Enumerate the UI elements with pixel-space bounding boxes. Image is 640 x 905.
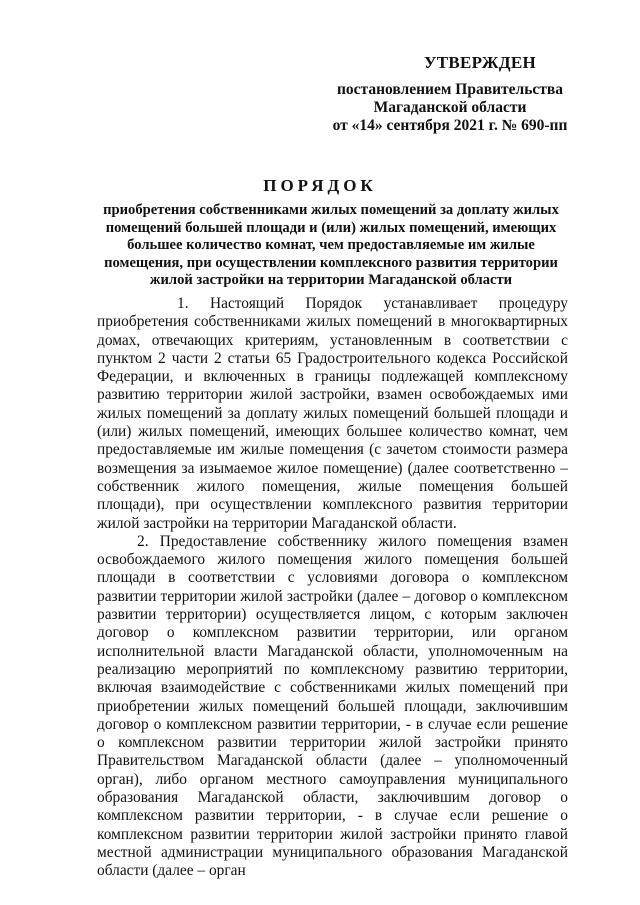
document-body bbox=[97, 295, 568, 881]
document-subtitle: приобретения собственниками жилых помещений за доплату жилых помещений большей площади и (или) жилых помещений, имеющих большее количество комнат, чем предоставляемые им жилые помещения, при осуществлении комплексного развития территории жилой застройки на территории Магаданской области bbox=[103, 202, 559, 288]
approval-line-3: от «14» сентября 2021 г. № 690-пп bbox=[332, 117, 568, 134]
document-title: ПОРЯДОК bbox=[263, 176, 377, 195]
approval-line-2: Магаданской области bbox=[373, 99, 527, 116]
paragraph-1 bbox=[97, 295, 568, 533]
approval-title: УТВЕРЖДЕН bbox=[423, 53, 537, 72]
paragraph-2 bbox=[97, 533, 568, 881]
paragraph-number: 2. bbox=[137, 532, 149, 550]
approval-block bbox=[300, 54, 600, 135]
approval-line-1: постановлением Правительства bbox=[336, 81, 564, 98]
paragraph-number: 1. bbox=[177, 295, 189, 312]
paragraph-text: Настоящий Порядок устанавливает процедуру приобретения собственниками жилых помещений в многоквартирных домах, отвечающих критериям, установленным в соответствии с пунктом 2 части 2 статьи 65 Градостроительного кодекса Российской Федерации, и включенных в границы подлежащей комплексному развитию территории жилой застройки, взамен освобождаемых ими жилых помещений за доплату жилых помещений большей площади и (или) жилых помещений, имеющих большее количество комнат, чем предоставляемые им жилые помещения (с зачетом стоимости размера возмещения за изымаемое жилое помещение) (далее соответственно – собственник жилого помещения, жилые помещения большей площади), при осуществлении комплексного развития территории жилой застройки на территории Магаданской области. bbox=[97, 295, 568, 532]
paragraph-text: Предоставление собственнику жилого помещения взамен освобождаемого жилого помещения жилого помещения большей площади в соответствии с условиями договора о комплексном развитии территории жилой застройки (далее – договор о комплексном развитии территории) осуществляется лицом, с которым заключен договор о комплексном развитии территории, или органом исполнительной власти Магаданской области, уполномоченным на реализацию мероприятий по комплексному развитию территории, включая взаимодействие с собственниками жилых помещений при приобретении жилых помещений большей площади, заключившим договор о комплексном развитии территории, - в случае если решение о комплексном развитии территории жилой застройки принято Правительством Магаданской области (далее – уполномоченный орган), либо органом местного самоуправления муниципального образования Магаданской области, заключившим договор о комплексном развитии территории, - в случае если решение о комплексном развитии территории жилой застройки принято главой местной администрации муниципального образования Магаданской области (далее – орган bbox=[97, 532, 568, 880]
